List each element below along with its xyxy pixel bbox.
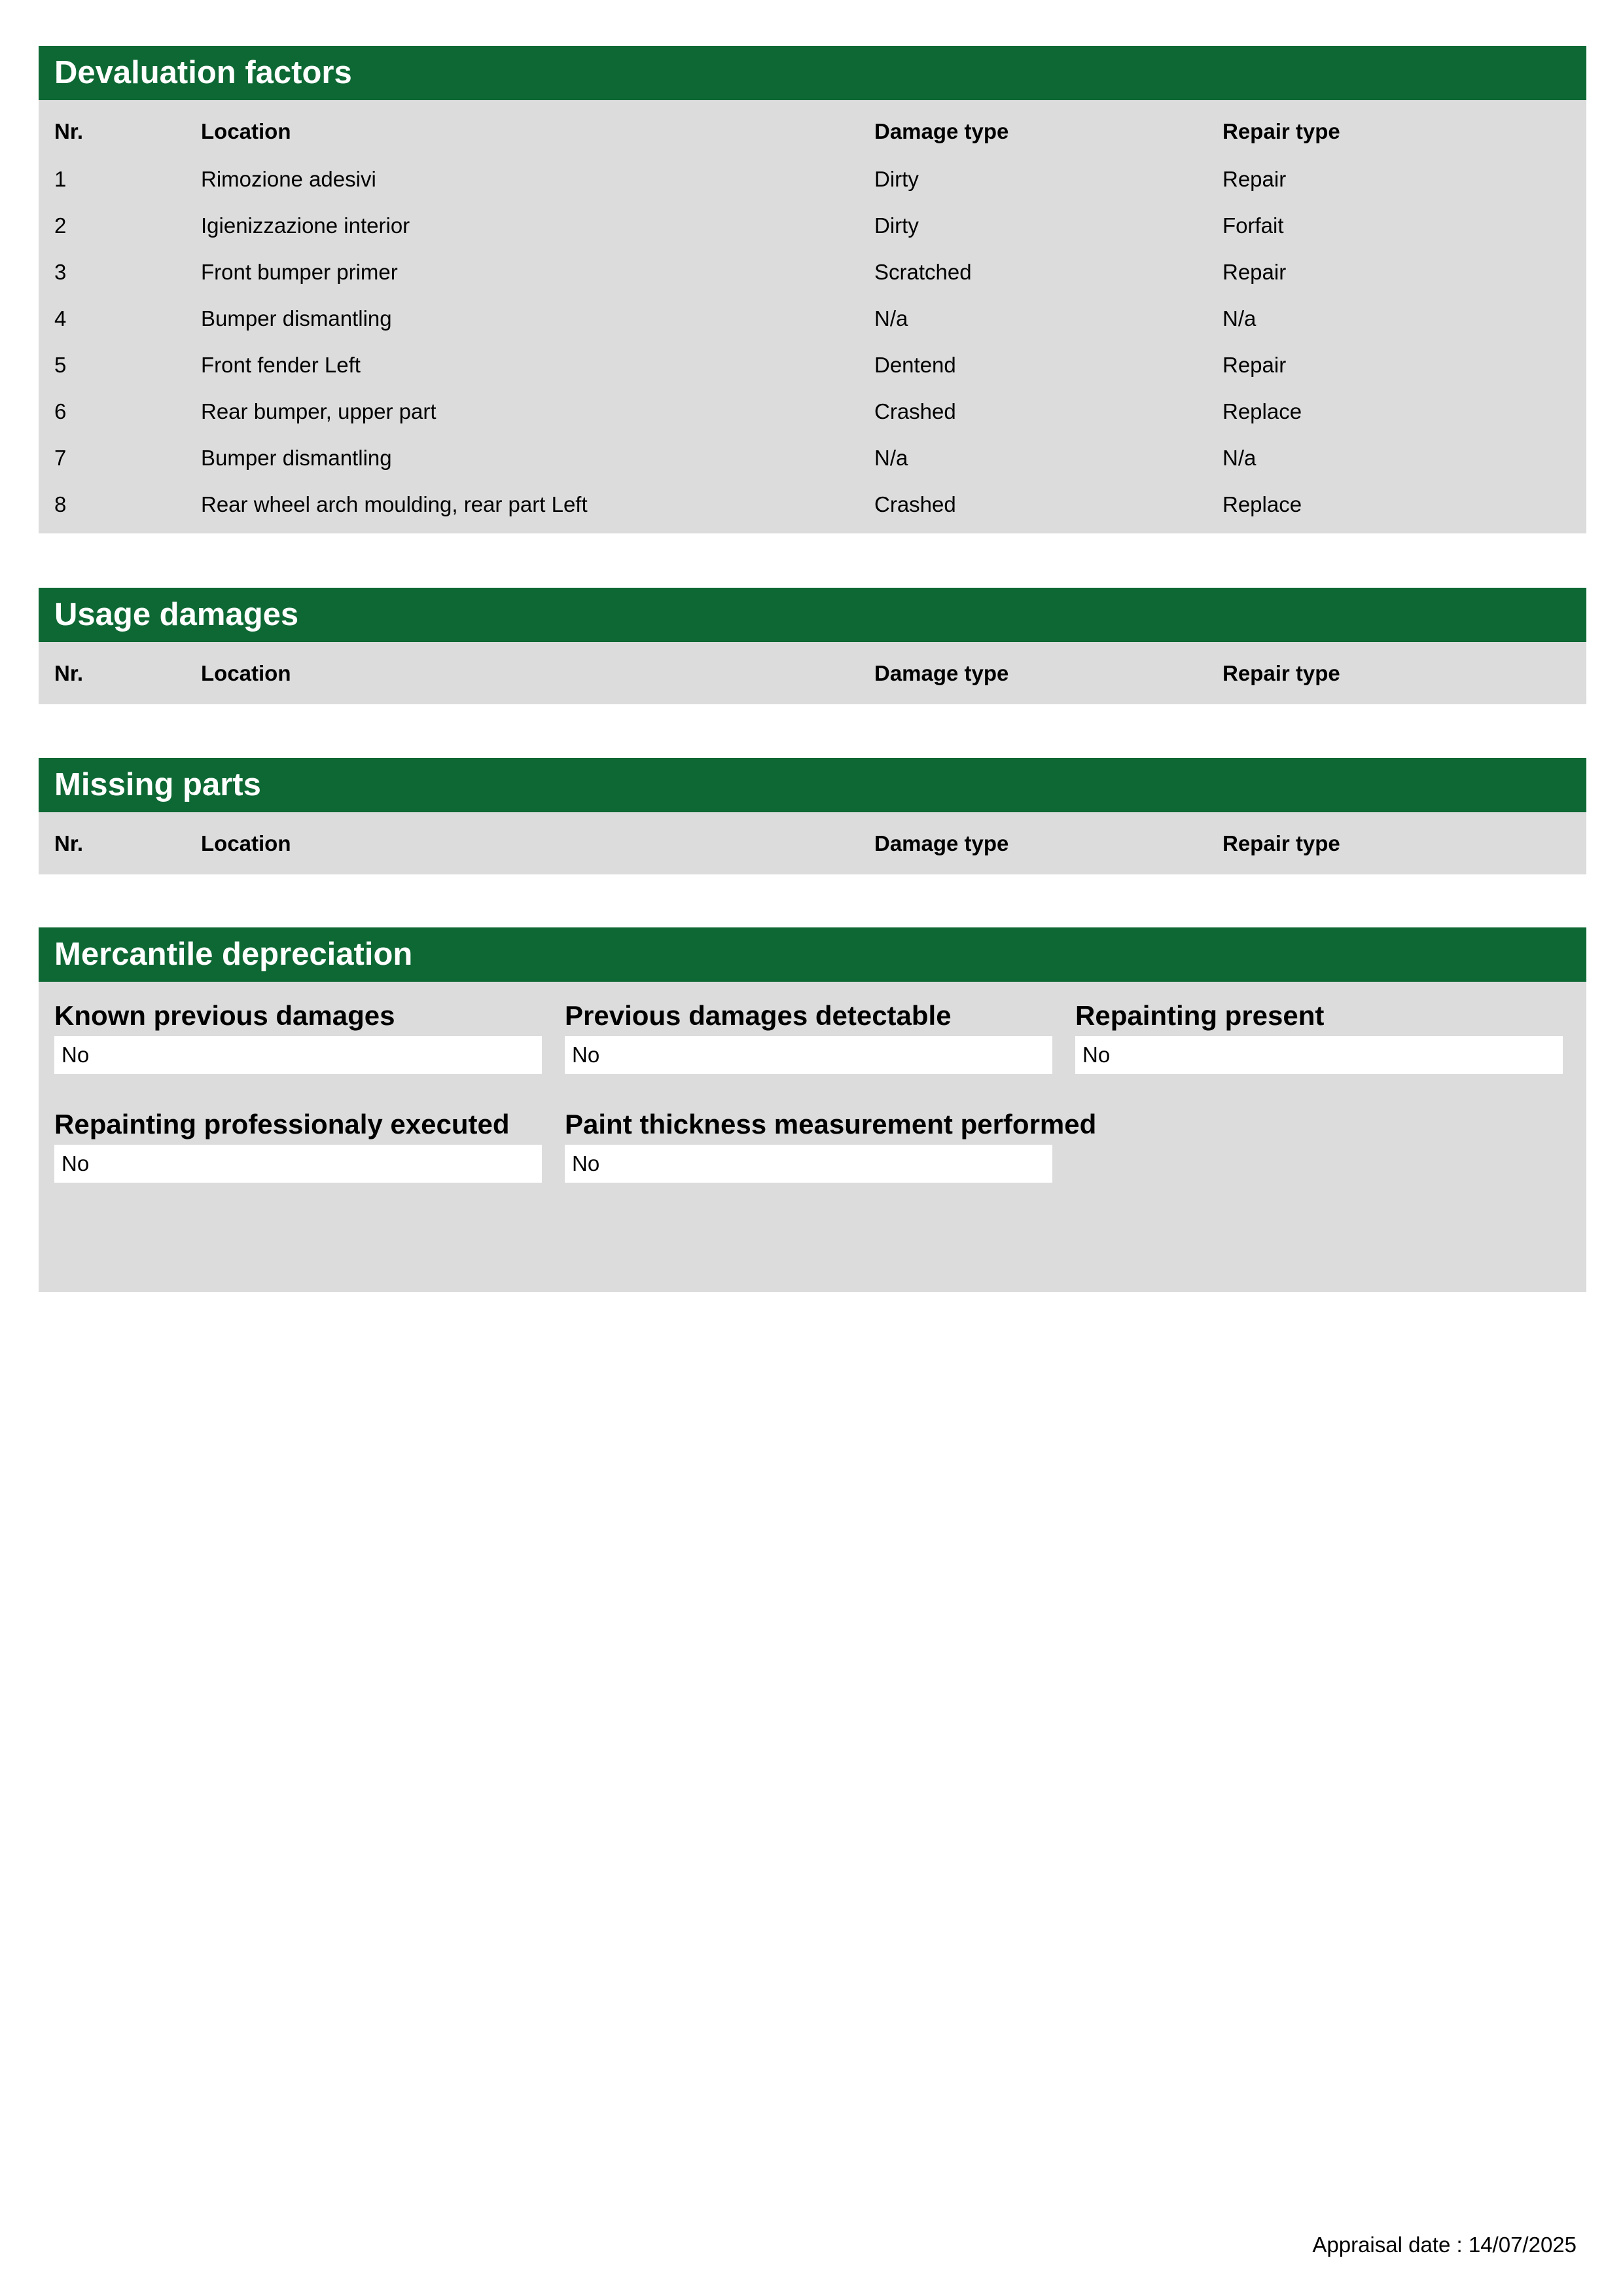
field-value: No — [54, 1145, 542, 1183]
table-header-row — [39, 649, 1586, 698]
row-repair-type: Repair — [1222, 260, 1287, 284]
column-header-repair-type: Repair type — [1222, 661, 1340, 685]
table-row — [39, 202, 1586, 249]
row-damage-type: Dirty — [874, 167, 919, 191]
column-header-nr: Nr. — [54, 119, 84, 143]
row-damage-type: Dirty — [874, 213, 919, 238]
row-damage-type: N/a — [874, 446, 908, 470]
mercantile-depreciation-section — [39, 927, 1586, 1292]
field-value: No — [565, 1036, 1052, 1074]
row-repair-type: Repair — [1222, 167, 1287, 191]
section-title: Mercantile depreciation — [39, 927, 1586, 982]
column-header-damage-type: Damage type — [874, 831, 1009, 855]
row-location: Rimozione adesivi — [201, 167, 376, 191]
table-row — [39, 295, 1586, 342]
row-repair-type: Repair — [1222, 353, 1287, 377]
row-location: Bumper dismantling — [201, 446, 392, 470]
row-location: Bumper dismantling — [201, 306, 392, 331]
field-label: Repainting present — [1075, 1000, 1325, 1031]
column-header-damage-type: Damage type — [874, 661, 1009, 685]
paint-thickness-measurement-field — [565, 1108, 1097, 1183]
row-nr: 6 — [54, 399, 67, 423]
column-header-location: Location — [201, 119, 291, 143]
missing-parts-section — [39, 758, 1586, 874]
column-header-repair-type: Repair type — [1222, 831, 1340, 855]
field-label: Previous damages detectable — [565, 1000, 952, 1031]
field-label: Repainting professionaly executed — [54, 1109, 510, 1139]
row-damage-type: Crashed — [874, 399, 956, 423]
row-location: Front bumper primer — [201, 260, 398, 284]
table-row — [39, 342, 1586, 388]
previous-damages-detectable-field — [565, 999, 1052, 1074]
section-title: Usage damages — [39, 588, 1586, 642]
column-header-nr: Nr. — [54, 661, 84, 685]
row-nr: 3 — [54, 260, 67, 284]
appraisal-date: Appraisal date : 14/07/2025 — [1312, 2233, 1577, 2257]
row-damage-type: Scratched — [874, 260, 972, 284]
field-value: No — [54, 1036, 542, 1074]
table-row — [39, 435, 1586, 481]
row-location: Rear wheel arch moulding, rear part Left — [201, 492, 588, 516]
row-location: Front fender Left — [201, 353, 361, 377]
row-damage-type: N/a — [874, 306, 908, 331]
table-row — [39, 481, 1586, 528]
row-repair-type: Forfait — [1222, 213, 1284, 238]
row-nr: 5 — [54, 353, 67, 377]
field-value: No — [565, 1145, 1052, 1183]
row-location: Igienizzazione interior — [201, 213, 410, 238]
table-header-row — [39, 819, 1586, 868]
known-previous-damages-field — [54, 999, 542, 1074]
row-nr: 8 — [54, 492, 67, 516]
section-title: Missing parts — [39, 758, 1586, 812]
row-repair-type: N/a — [1222, 306, 1257, 331]
usage-damages-section — [39, 588, 1586, 704]
devaluation-factors-section — [39, 46, 1586, 533]
section-title: Devaluation factors — [39, 46, 1586, 100]
row-damage-type: Crashed — [874, 492, 956, 516]
table-row — [39, 388, 1586, 435]
row-nr: 2 — [54, 213, 67, 238]
row-location: Rear bumper, upper part — [201, 399, 437, 423]
repainting-professionaly-executed-field — [54, 1108, 542, 1183]
column-header-damage-type: Damage type — [874, 119, 1009, 143]
row-nr: 7 — [54, 446, 67, 470]
table-row — [39, 249, 1586, 295]
column-header-nr: Nr. — [54, 831, 84, 855]
table-header-row — [39, 107, 1586, 156]
column-header-location: Location — [201, 661, 291, 685]
repainting-present-field — [1075, 999, 1563, 1074]
field-value: No — [1075, 1036, 1563, 1074]
column-header-location: Location — [201, 831, 291, 855]
field-label: Known previous damages — [54, 1000, 395, 1031]
row-repair-type: N/a — [1222, 446, 1257, 470]
row-repair-type: Replace — [1222, 492, 1302, 516]
column-header-repair-type: Repair type — [1222, 119, 1340, 143]
table-row — [39, 156, 1586, 202]
field-label: Paint thickness measurement performed — [565, 1109, 1097, 1139]
row-repair-type: Replace — [1222, 399, 1302, 423]
row-damage-type: Dentend — [874, 353, 956, 377]
row-nr: 4 — [54, 306, 67, 331]
row-nr: 1 — [54, 167, 67, 191]
